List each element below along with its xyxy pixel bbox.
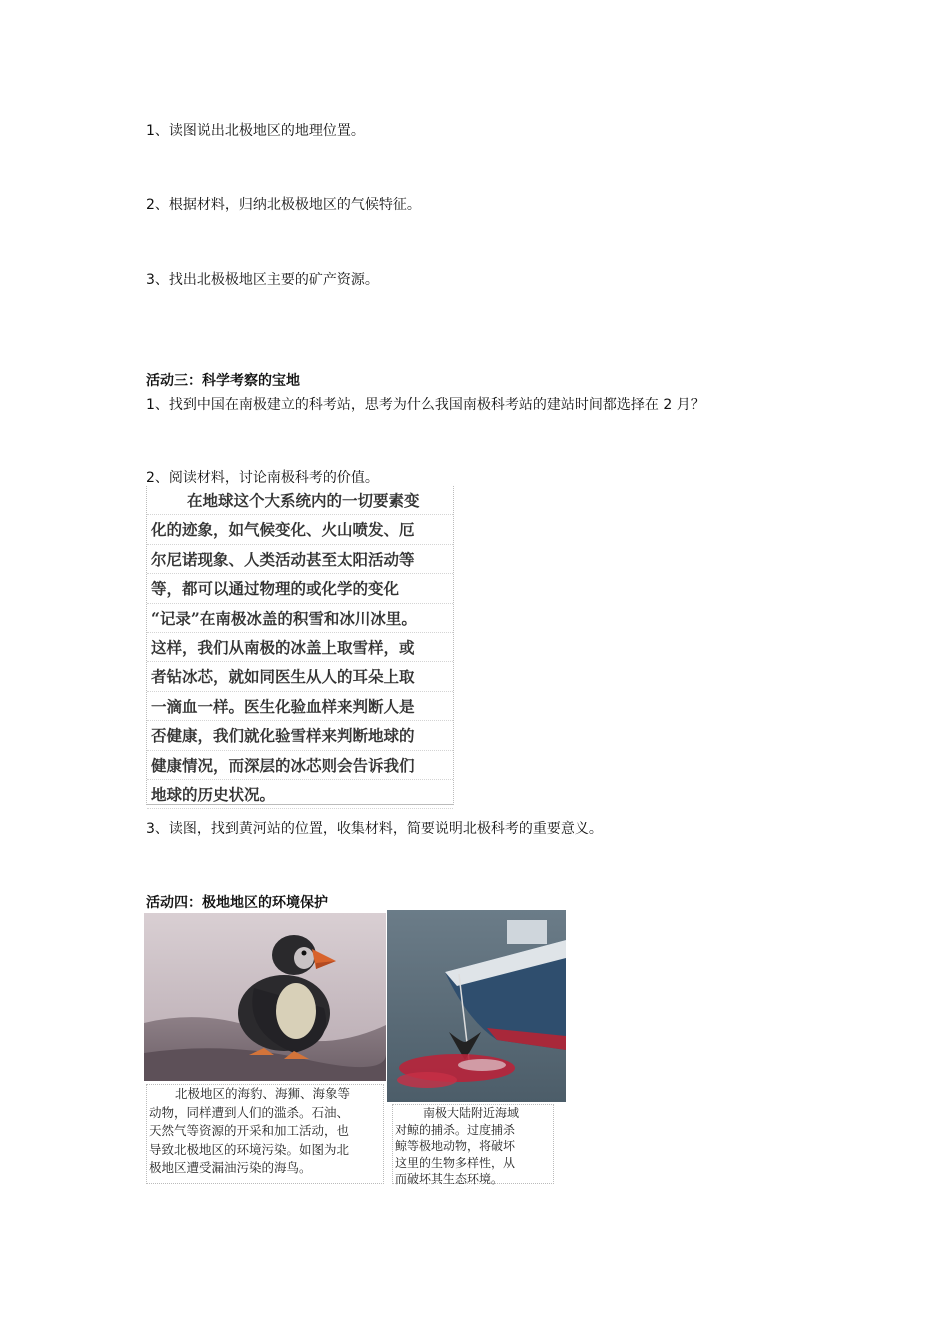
passage-line: 一滴血一样。医生化验血样来判断人是: [147, 692, 453, 721]
question-2: 2、根据材料，归纳北极极地区的气候特征。: [146, 197, 421, 213]
oiled-seabird-photo: [144, 913, 386, 1081]
caption-line: 而破坏其生态环境。: [395, 1172, 504, 1186]
whaling-ship-photo: [387, 910, 566, 1102]
passage-line: “记录”在南极冰盖的积雪和冰川冰里。: [147, 604, 453, 633]
caption-line: 导致北极地区的环境污染。如图为北: [149, 1141, 350, 1157]
passage-line: 化的迹象，如气候变化、火山喷发、厄: [147, 515, 453, 544]
question-3: 3、找出北极极地区主要的矿产资源。: [146, 272, 379, 288]
caption-line: 天然气等资源的开采和加工活动，也: [149, 1123, 350, 1138]
passage-line: 健康情况，而深层的冰芯则会告诉我们: [147, 751, 453, 780]
caption-line: 动物，同样遭到人们的滥杀。石油、: [149, 1104, 350, 1120]
passage-line: 尔尼诺现象、人类活动甚至太阳活动等: [147, 545, 453, 574]
passage-line: 这样，我们从南极的冰盖上取雪样，或: [147, 633, 453, 662]
activity3-title: 活动三：科学考察的宝地: [146, 373, 300, 389]
passage-line: 地球的历史状况。: [147, 780, 453, 809]
activity4-title: 活动四：极地地区的环境保护: [146, 895, 328, 911]
reading-passage: [146, 486, 454, 805]
caption-line: 北极地区的海豹、海狮、海象等: [175, 1086, 351, 1101]
passage-line: 在地球这个大系统内的一切要素变: [147, 486, 453, 515]
question-1: 1、读图说出北极地区的地理位置。: [146, 123, 365, 139]
caption-line: 鲸等极地动物，将破坏: [395, 1139, 516, 1153]
caption-line: 南极大陆附近海域: [423, 1106, 520, 1120]
activity3-question-2: 2、阅读材料，讨论南极科考的价值。: [146, 470, 379, 486]
caption-line: 对鲸的捕杀。过度捕杀: [395, 1122, 516, 1137]
caption-right: [392, 1104, 554, 1184]
passage-line: 等，都可以通过物理的或化学的变化: [147, 574, 453, 603]
activity3-question-3: 3、读图，找到黄河站的位置，收集材料，简要说明北极科考的重要意义。: [146, 821, 603, 837]
caption-left: [146, 1084, 384, 1184]
caption-line: 这里的生物多样性，从: [395, 1155, 516, 1170]
activity3-question-1: 1、找到中国在南极建立的科考站，思考为什么我国南极科考站的建站时间都选择在 2 月？: [146, 397, 705, 413]
passage-line: 否健康，我们就化验雪样来判断地球的: [147, 721, 453, 750]
passage-line: 者钻冰芯，就如同医生从人的耳朵上取: [147, 662, 453, 691]
caption-line: 极地区遭受漏油污染的海鸟。: [149, 1160, 312, 1175]
